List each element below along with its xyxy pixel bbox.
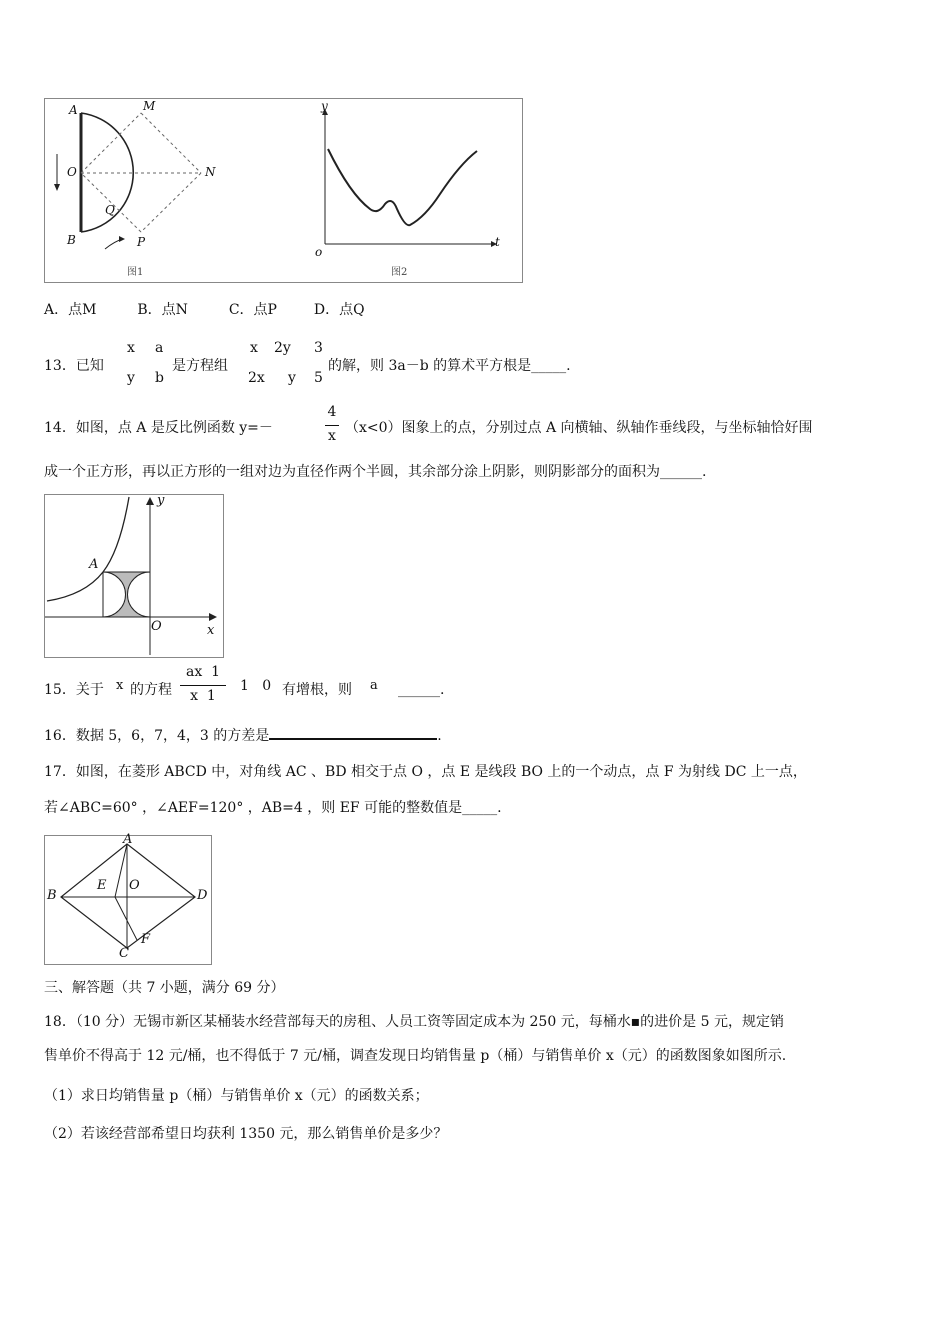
q14-figure-svg: [45, 495, 223, 657]
q14-fig-label-x: x: [207, 623, 215, 638]
q12-figures-svg: [45, 99, 522, 282]
q13-sys2-r2b: y: [288, 370, 296, 386]
fig1-label-N: N: [205, 165, 216, 179]
figure1-semicircle-diagram: [54, 113, 201, 249]
fig1-caption: 图1: [127, 267, 144, 278]
q18-line2: 售单价不得高于 12 元/桶，也不得低于 7 元/桶，调查发现日均销售量 p（桶）与销售单价 x（元）的函数图象如图所示.: [44, 1048, 787, 1064]
x-axis-arrowhead: [209, 613, 217, 621]
section-heading: 三、解答题（共 7 小题，满分 69 分）: [44, 980, 285, 996]
q13-sys2-r1b: 2y: [274, 340, 291, 356]
q13-sys2-r1c: 3: [314, 340, 323, 356]
q13-mid-text: 是方程组: [172, 358, 228, 374]
q17-fig-label-F: F: [141, 932, 151, 947]
q17-fig-label-C: C: [119, 946, 129, 961]
q13-sys1-r1a: x: [127, 340, 135, 356]
q14-figure: [44, 494, 224, 658]
q13-number: 13．已知: [44, 358, 104, 374]
q14-text-before: 14．如图，点 A 是反比例函数 y=－: [44, 420, 273, 436]
q14-fig-label-y: y: [157, 493, 165, 508]
q18-sub1: （1）求日均销售量 p（桶）与销售单价 x（元）的函数关系；: [44, 1088, 429, 1104]
rotation-arrowhead: [119, 236, 125, 242]
q15-mid: 的方程: [130, 682, 172, 698]
q12-option-b: B．点N: [137, 302, 188, 318]
q17-fig-label-B: B: [47, 888, 57, 903]
q17-line1: 17．如图，在菱形 ABCD 中，对角线 AC 、BD 相交于点 O ，点 E 是线段 BO 上的一个动点，点 F 为射线 DC 上一点，: [44, 764, 807, 780]
fig1-label-O: O: [67, 165, 77, 179]
q13-sys2-r2c: 5: [314, 370, 323, 386]
figure2-graph: [322, 109, 497, 247]
q12-option-d: D．点Q: [313, 302, 365, 318]
q17-fig-label-O: O: [129, 878, 140, 893]
q15-frac-denominator: x 1: [190, 688, 216, 704]
q15-var: x: [116, 678, 124, 693]
fig2-caption: 图2: [391, 267, 408, 278]
q17-fig-label-E: E: [97, 878, 107, 893]
q13-sys1-r2b: b: [155, 370, 164, 386]
fig2-label-o: o: [315, 245, 323, 259]
segment-EF: [115, 897, 137, 940]
q15-blank: ______.: [398, 682, 445, 698]
q14-frac-denominator: x: [328, 428, 336, 444]
q15-frac-line: [180, 685, 226, 686]
q14-fig-label-O: O: [151, 619, 162, 634]
q13-sys2-r2a: 2x: [248, 370, 265, 386]
graph-curve: [328, 149, 477, 225]
fig1-label-B: B: [67, 233, 76, 247]
q14-fig-label-A: A: [89, 557, 99, 572]
q16-answer-blank: [269, 724, 437, 740]
q13-tail: 的解，则 3a－b 的算术平方根是_____.: [328, 358, 571, 374]
q13-sys1-r2a: y: [127, 370, 135, 386]
q17-figure: [44, 832, 212, 965]
y-axis-arrowhead: [146, 497, 154, 505]
q12-option-a: A．点M: [44, 302, 97, 318]
fig1-label-A: A: [69, 103, 78, 117]
q14-line2: 成一个正方形，再以正方形的一组对边为直径作两个半圆，其余部分涂上阴影，则阴影部分的面积为______.: [44, 464, 707, 480]
q15-a: a: [370, 678, 378, 693]
segment-NP: [141, 173, 201, 232]
q15-rest: 1 0: [240, 678, 272, 694]
fig2-label-y: y: [321, 99, 328, 113]
q17-line2: 若∠ABC=60° ，∠AEF=120° ，AB=4 ，则 EF 可能的整数值是_____.: [44, 800, 502, 816]
q17-fig-label-A: A: [123, 832, 133, 847]
q16-line: [44, 724, 442, 746]
q16-text: 16．数据 5，6，7，4，3 的方差是: [44, 728, 270, 744]
q15-frac-numerator: ax 1: [185, 664, 221, 680]
q12-option-c: C．点P: [228, 302, 277, 318]
q12-options: [44, 300, 365, 320]
q16-end: .: [437, 728, 442, 744]
q14-frac-numerator: 4: [327, 404, 337, 420]
q15-tail: 有增根，则: [282, 682, 352, 698]
q13-blank: _____: [531, 358, 567, 374]
fig1-label-P: P: [137, 235, 146, 249]
q18-line1: 18．（10 分）无锡市新区某桶装水经营部每天的房租、人员工资等固定成本为 250 元，每桶水▪的进价是 5 元，规定销: [44, 1014, 784, 1030]
fig1-label-M: M: [143, 99, 156, 113]
q17-fig-label-D: D: [197, 888, 208, 903]
segment-MN: [141, 113, 201, 173]
down-arrowhead: [54, 184, 60, 191]
q13-sys1-r1b: a: [155, 340, 164, 356]
q17-figure-svg: [45, 836, 211, 964]
rhombus-ABCD: [61, 844, 195, 948]
q13-sys2-r1a: x: [250, 340, 258, 356]
q18-sub2: （2）若该经营部希望日均获利 1350 元，那么销售单价是多少？: [44, 1126, 448, 1142]
fig1-label-Q: Q: [105, 203, 115, 217]
q14-text-after: （x<0）图象上的点，分别过点 A 向横轴、纵轴作垂线段，与坐标轴恰好围: [345, 420, 813, 436]
q15-prefix: 15．关于: [44, 682, 104, 698]
q12-figure: [44, 98, 523, 283]
fig2-label-t: t: [495, 235, 500, 249]
q14-frac-line: [325, 425, 339, 426]
